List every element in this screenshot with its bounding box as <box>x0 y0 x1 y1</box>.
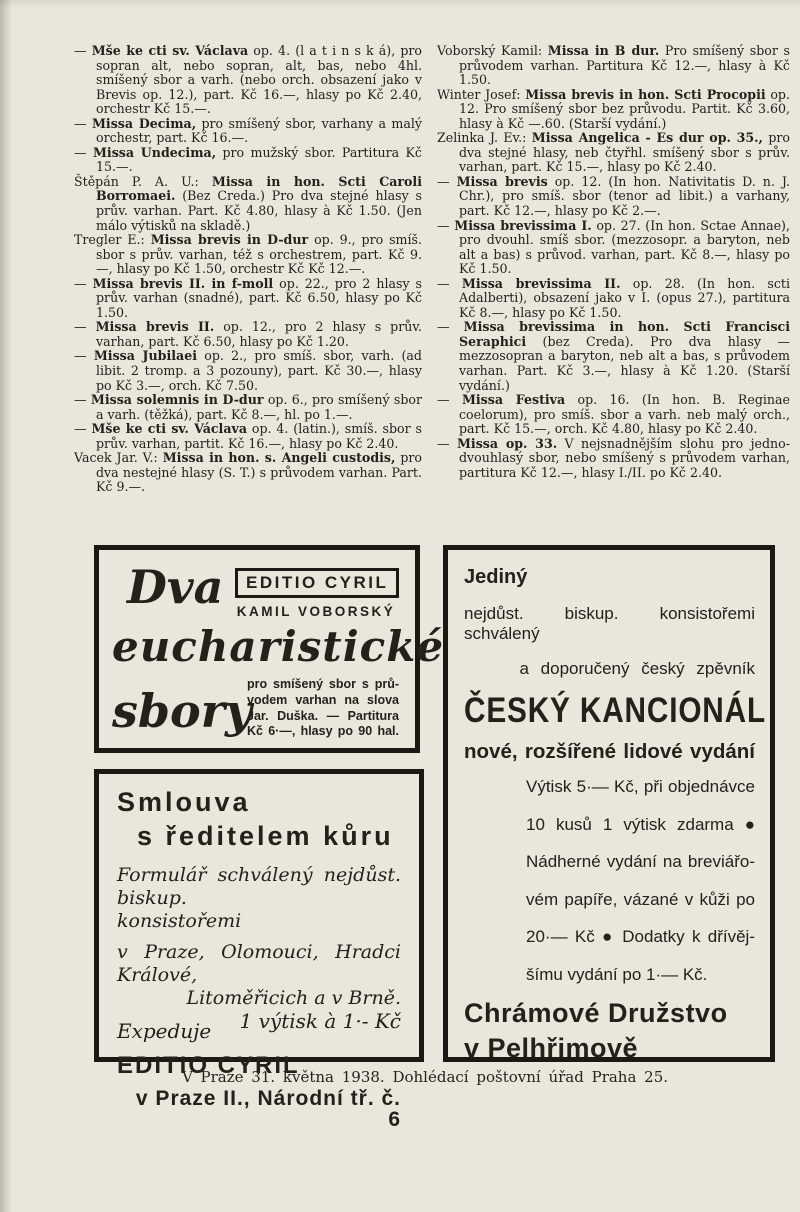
text-line: Formulář schválený nejdůst. biskup. <box>117 863 401 909</box>
editio-cyril-badge: EDITIO CYRIL <box>235 568 399 598</box>
entry-description: pro smíšený sbor, varhany a malý orchestr, part. Kč 16.—. <box>96 115 422 146</box>
entry-lead: — <box>74 115 92 131</box>
ad-cities-line1: v Praze, Olomouci, Hradci Králové, <box>117 940 401 986</box>
entry-description: op. 22., pro 2 hlasy s prův. varhan (snadné), part. Kč 6.50, hlasy po Kč 1.50. <box>96 275 422 320</box>
entry-description: pro mužský sbor. Partitura Kč 15.—. <box>96 144 422 175</box>
entry-title: Missa brevis <box>456 173 548 189</box>
ad-title-cesky-kancional: ČESKÝ KANCIONÁL <box>464 691 767 730</box>
ad-heading-smlouva: Smlouva <box>117 787 251 817</box>
entry-title: Mše ke cti sv. Václava <box>91 421 247 437</box>
entry-description: (Bez Creda.) Pro dva stejné hlasy s prův. varhan. Part. Kč 4.80, hlasy à Kč 1.50. (Jen málo výtisků na skladě.) <box>96 188 422 233</box>
ad-publisher-name: EDITIO CYRIL <box>117 1051 300 1079</box>
entry-description: op. 4. (latin.), smíš. sbor s prův. varhan, partit. Kč 16.—, hlasy po Kč 2.40. <box>96 421 422 451</box>
entry-lead: — <box>437 319 464 335</box>
entry-description: op. 12. Pro smíšený sbor bez průvodu. Partit. Kč 3.60, hlasy à Kč —.60. (Starší vydání.) <box>459 86 790 131</box>
catalog-entry <box>437 277 790 321</box>
catalog-entry <box>74 233 422 277</box>
entry-description: op. 2., pro smíš. sbor, varh. (ad libit. 2 tromp. a 3 pozouny), part. Kč 30.—, hlasy po Kč 3.—, orch. Kč 7.50. <box>96 348 422 393</box>
entry-title: Mše ke cti sv. Václava <box>91 43 249 58</box>
entry-lead: — <box>437 173 457 189</box>
catalog-entry <box>74 277 422 321</box>
text-line: Kč 6·—, hlasy po 90 hal. <box>247 724 399 739</box>
catalog-column-left <box>74 44 422 495</box>
entry-title: Missa brevissima II. <box>461 275 621 291</box>
entry-title: Missa Decima, <box>91 115 197 131</box>
ad-expeduje-price-row <box>117 1008 401 1043</box>
entry-title: Missa brevissima I. <box>454 217 592 233</box>
entry-description: (bez Creda). Pro dva hlasy — mezzosopran a baryton, neb alt a bas, s průvodem varhan. Part. Kč 3.—, hlasy à Kč 1.20. (Starší vydání.) <box>459 333 790 393</box>
ad-offer-text <box>464 768 755 993</box>
catalog-entry <box>437 219 790 277</box>
entry-lead: — <box>437 275 462 291</box>
entry-title: Missa in hon. Scti Caroli Borromaei. <box>96 173 423 204</box>
entry-description: op. 9., pro smíš. sbor s prův. varhan, též s orchestrem, part. Kč 9.—, hlasy po Kč 1.50, orchestr Kč Kč 12.—. <box>96 232 422 277</box>
entry-lead: Winter Josef: <box>437 86 526 102</box>
catalog-column-right <box>437 44 790 480</box>
text-line: vém papíře, vázané v kůži po <box>526 889 755 909</box>
ad-expeduje-label: Expeduje <box>117 1018 212 1043</box>
entry-title: Missa brevissima in hon. Scti Francisci Seraphici <box>459 319 790 349</box>
ad-title-word-dva: Dva <box>127 560 224 614</box>
entry-lead: Štěpán P. A. U.: <box>74 173 212 189</box>
scan-edge-shadow-left <box>0 0 12 1212</box>
ad-cities-line2: Litoměřicich a v Brně. <box>186 986 401 1009</box>
entry-description: pro dva stejné hlasy, neb čtyřhl. smíšený sbor s prův. varhan, part. Kč 15.—, hlasy po Kč 2.40. <box>459 130 790 175</box>
entry-lead: — <box>74 392 91 408</box>
ad-price: 1 výtisk à 1·- Kč <box>239 1008 401 1033</box>
text-line: pro smíšený sbor s prů- <box>247 677 399 691</box>
entry-title: Missa in B dur. <box>547 43 660 58</box>
entry-lead: — <box>74 421 92 437</box>
entry-title: Missa brevis in D-dur <box>150 232 309 248</box>
entry-lead: — <box>74 319 96 335</box>
entry-description: op. 27. (In hon. Sctae Annae), pro dvouhl. smíš sbor. (mezzosopr. a baryton, neb alt a bas) s průvod. varhan, part. Kč 8.—, hlasy po Kč 1.50. <box>459 217 790 277</box>
entry-title: Missa Jubilaei <box>93 348 198 364</box>
entry-description: op. 28. (In hon. scti Adalberti), obsazení jako v I. (opus 27.), partitura Kč 8.—, hlasy po Kč 1.50. <box>459 275 790 320</box>
catalog-entry <box>437 88 790 132</box>
entry-description: op. 4. (l a t i n s k á), pro sopran alt, nebo sopran, alt, bas, nebo 4hl. smíšený sbor a varh. (nebo orch. obsazení jako v Brevis op. 12.), part. Kč 16.—, hlasy po Kč 2.40, orchestr Kč 15.—. <box>96 43 422 117</box>
ad-details-text <box>247 677 399 740</box>
catalog-entry <box>74 146 422 175</box>
entry-lead: Tregler E.: <box>74 232 151 248</box>
entry-title: Missa op. 33. <box>456 435 558 451</box>
imprint-footer: V Praze 31. května 1938. Dohlédací poštovní úřad Praha 25. <box>181 1068 669 1086</box>
entry-lead: — <box>74 348 94 364</box>
entry-title: Missa solemnis in D-dur <box>90 392 264 408</box>
catalog-entry <box>74 175 422 233</box>
entry-description: op. 16. (In hon. B. Reginae coelorum), pro smíš. sbor a varh. neb malý orch., part. Kč 15.—, orch. Kč 4.80, hlasy po Kč 2.40. <box>459 392 790 437</box>
scan-edge-shadow-top <box>0 0 800 8</box>
text-line: Nádherné vydání na breviářo- <box>526 852 755 872</box>
entry-lead: Zelinka J. Ev.: <box>437 130 532 146</box>
entry-title: Missa Festiva <box>461 392 566 408</box>
entry-lead: — <box>437 392 462 408</box>
entry-description: op. 6., pro smíšený sbor a varh. (těžká), part. Kč 8.—, hl. po 1.—. <box>96 392 423 422</box>
catalog-entry <box>437 175 790 219</box>
catalog-entry <box>437 131 790 175</box>
catalog-entry <box>437 320 790 393</box>
ad-cesky-kancional <box>443 545 775 1062</box>
ad-author-name: KAMIL VOBORSKÝ <box>236 603 396 619</box>
entry-lead: — <box>74 144 93 160</box>
catalog-entry <box>74 393 422 422</box>
entry-lead: Voborský Kamil: <box>437 43 548 58</box>
text-line: Výtisk 5·— Kč, při objednávce <box>526 777 755 797</box>
entry-lead: Vacek Jar. V.: <box>74 450 163 466</box>
catalog-entry <box>74 117 422 146</box>
ad-title-word-eucharisticke: eucharistické <box>112 622 445 671</box>
text-line: vodem varhan na slova <box>247 692 399 707</box>
catalog-entry <box>437 437 790 481</box>
catalog-entry <box>74 451 422 495</box>
ad-lead-jediny: Jediný <box>464 566 528 588</box>
entry-title: Missa brevis II. in f-moll <box>92 275 274 291</box>
entry-description: op. 12., pro 2 hlasy s prův. varhan, part. Kč 6.50, hlasy po Kč 1.20. <box>96 319 422 349</box>
ad-approved-line2: a doporučený český zpěvník <box>519 659 755 678</box>
ad-org-line1: Chrámové Družstvo <box>464 998 728 1029</box>
entry-lead: — <box>74 275 93 291</box>
ad-approved-line1: nejdůst. biskup. konsistořemi schválený <box>464 604 755 643</box>
entry-title: Missa in hon. s. Angeli custodis, <box>162 450 396 466</box>
entry-lead: — <box>74 43 92 58</box>
text-line: šímu vydání po 1·— Kč. <box>526 964 708 984</box>
entry-title: Missa Angelica - Es dur op. 35., <box>531 130 763 146</box>
entry-title: Missa Undecima, <box>92 144 217 160</box>
catalog-entry <box>74 422 422 451</box>
text-line: konsistořemi <box>117 909 242 932</box>
entry-lead: — <box>437 217 455 233</box>
text-line: 20·— Kč ● Dodatky k dřívěj- <box>526 927 755 947</box>
catalog-entry <box>74 349 422 393</box>
ad-title-word-sbory: sbory <box>112 684 252 738</box>
catalog-entry <box>437 393 790 437</box>
text-line: Jar. Duška. — Partitura <box>247 708 399 723</box>
ad-eucharisticke-sbory <box>94 545 445 753</box>
ad-smlouva <box>94 769 424 1131</box>
ad-publisher-address: v Praze II., Národní tř. č. 6 <box>135 1086 401 1131</box>
entry-title: Missa brevis II. <box>95 319 215 335</box>
catalog-entry <box>74 44 422 117</box>
text-line: 10 kusů 1 výtisk zdarma ● <box>526 814 755 834</box>
entry-lead: — <box>437 435 457 451</box>
entry-description: Pro smíšený sbor s průvodem varhan. Partitura Kč 12.—, hlasy à Kč 1.50. <box>459 43 790 88</box>
entry-description: pro dva nestejné hlasy (S. T.) s průvodem varhan. Part. Kč 9.—. <box>96 450 423 495</box>
entry-title: Missa brevis in hon. Scti Procopii <box>525 86 766 102</box>
catalog-entry <box>74 320 422 349</box>
catalog-entry <box>437 44 790 88</box>
entry-description: op. 12. (In hon. Nativitatis D. n. J. Chr.), pro smíš. sbor (tenor ad libit.) a varhany, part. Kč 12.—, hlasy po Kč 2.—. <box>459 173 790 219</box>
ad-subtitle: nové, rozšířené lidové vydání <box>464 739 755 763</box>
ad-approval-text <box>117 864 401 933</box>
ad-publisher-block <box>235 568 397 620</box>
ad-heading-reditelem: s ředitelem kůru <box>137 821 394 852</box>
ad-org-line2: v Pelhřimově <box>464 1033 639 1064</box>
entry-description: V nejsnadnějším slohu pro jedno- dvouhlasý sbor, nebo smíšený s průvodem varhan, partitura Kč 12.—, hlasy I./II. po Kč 2.40. <box>459 435 790 480</box>
